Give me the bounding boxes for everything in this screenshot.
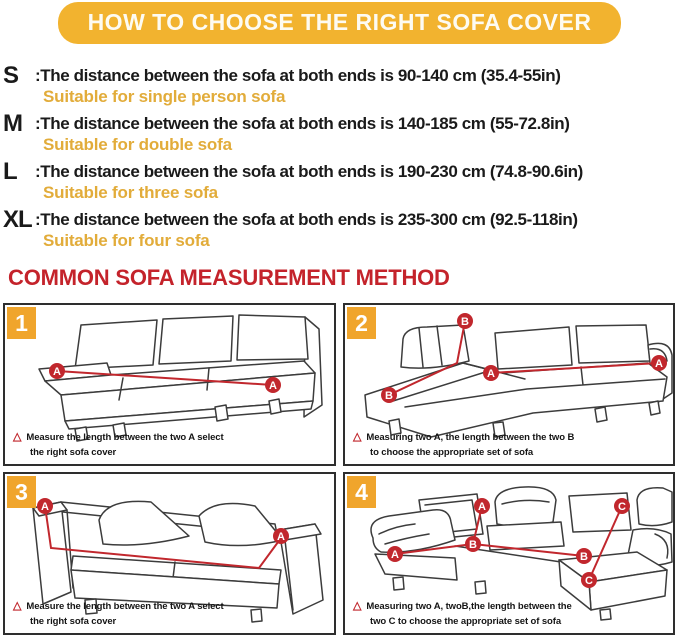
marker-a: A xyxy=(277,531,285,543)
panel-number-badge: 1 xyxy=(7,307,36,339)
banner-title: HOW TO CHOOSE THE RIGHT SOFA COVER xyxy=(58,2,622,44)
size-suitability: Suitable for four sofa xyxy=(43,231,210,250)
marker-c: C xyxy=(585,575,593,587)
caption-text: two C to choose the appropriate set of sofa xyxy=(370,616,561,628)
marker-a: A xyxy=(41,501,49,513)
size-row-m xyxy=(3,110,679,155)
marker-c: C xyxy=(618,501,626,513)
size-description: :The distance between the sofa at both ends is 140-185 cm (55-72.8in) xyxy=(35,114,570,133)
size-label: M xyxy=(3,110,22,137)
size-row-l xyxy=(3,158,679,203)
caption-text: to choose the appropriate set of sofa xyxy=(370,447,534,459)
marker-a: A xyxy=(53,366,61,378)
warning-triangle-icon: △ xyxy=(13,600,22,613)
panel-caption xyxy=(353,430,574,460)
panel-caption xyxy=(13,599,224,629)
size-description: :The distance between the sofa at both ends is 190-230 cm (74.8-90.6in) xyxy=(35,162,583,181)
warning-triangle-icon: △ xyxy=(353,600,362,613)
measurement-panels-grid xyxy=(0,303,679,635)
measurement-panel-1 xyxy=(3,303,336,466)
caption-text: Measure the length between the two A select xyxy=(26,432,224,444)
marker-a: A xyxy=(487,368,495,380)
size-label: XL xyxy=(3,206,32,233)
panel-number-badge: 2 xyxy=(347,307,376,339)
marker-b: B xyxy=(385,390,393,402)
size-suitability: Suitable for single person sofa xyxy=(43,87,286,106)
size-row-xl xyxy=(3,206,679,251)
caption-text: Measuring two A, the length between the two B xyxy=(366,432,575,444)
marker-a: A xyxy=(391,549,399,561)
banner xyxy=(0,0,679,44)
warning-triangle-icon: △ xyxy=(13,431,22,444)
size-guide-list xyxy=(0,62,679,251)
caption-text: the right sofa cover xyxy=(30,447,117,459)
size-suitability: Suitable for three sofa xyxy=(43,183,218,202)
measurement-panel-3 xyxy=(3,472,336,635)
measurement-panel-2 xyxy=(343,303,675,466)
marker-b: B xyxy=(580,551,588,563)
section-heading: COMMON SOFA MEASUREMENT METHOD xyxy=(8,265,450,290)
marker-a: A xyxy=(269,380,277,392)
panel-number-badge: 3 xyxy=(7,476,36,508)
caption-text: Measuring two A, twoB,the length between the xyxy=(366,601,572,613)
panel-number-badge: 4 xyxy=(347,476,376,508)
marker-b: B xyxy=(461,316,469,328)
size-label: S xyxy=(3,62,19,89)
measurement-panel-4 xyxy=(343,472,675,635)
size-row-s xyxy=(3,62,679,107)
caption-text: Measure the length between the two A select xyxy=(26,601,224,613)
caption-text: the right sofa cover xyxy=(30,616,117,628)
marker-b: B xyxy=(469,539,477,551)
marker-a: A xyxy=(478,501,486,513)
panel-caption xyxy=(13,430,224,460)
size-suitability: Suitable for double sofa xyxy=(43,135,232,154)
size-description: :The distance between the sofa at both ends is 90-140 cm (35.4-55in) xyxy=(35,66,561,85)
marker-a: A xyxy=(655,358,663,370)
warning-triangle-icon: △ xyxy=(353,431,362,444)
panel-caption xyxy=(353,599,572,629)
size-description: :The distance between the sofa at both ends is 235-300 cm (92.5-118in) xyxy=(35,210,578,229)
size-label: L xyxy=(3,158,17,185)
